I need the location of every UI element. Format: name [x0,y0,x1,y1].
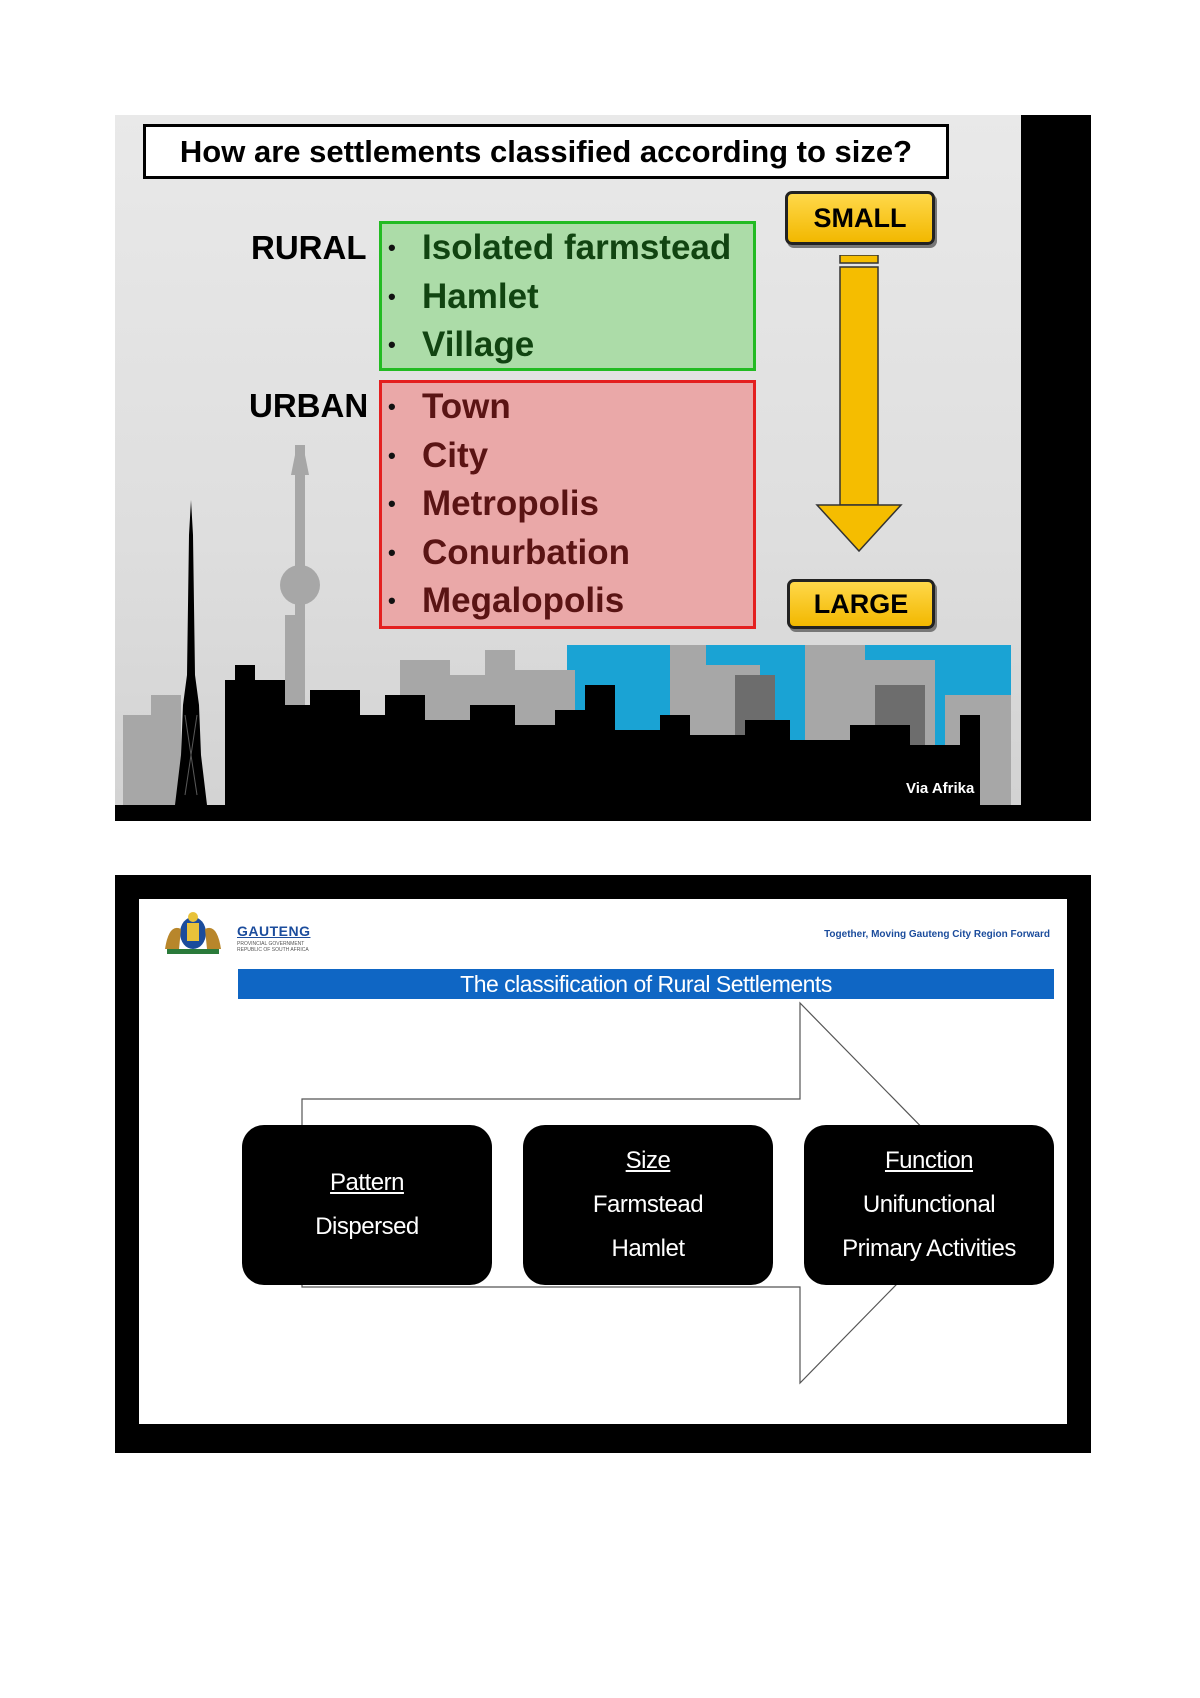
list-item [382,224,753,273]
urban-item-label: Conurbation [422,532,631,572]
down-arrow-icon [815,255,911,575]
urban-item-label: Town [422,387,511,426]
slide-settlement-size [115,115,1091,821]
bullet: • [388,283,396,309]
rural-item-label: Isolated farmstead [422,228,732,267]
card-heading: Size [625,1147,671,1174]
bullet: • [388,491,396,516]
list-item [382,273,753,322]
slide-canvas [139,899,1067,1424]
size-card [523,1125,773,1285]
bullet: • [388,442,396,468]
card-line: Dispersed [315,1213,419,1240]
rural-item-label: Hamlet [422,276,539,316]
card-line: Farmstead [592,1191,704,1218]
slide-title: How are settlements classified according to size? [143,124,949,179]
list-item [382,432,753,481]
list-item [382,480,753,529]
bullet: • [388,588,396,613]
urban-settlement-list [379,380,756,629]
list-item [382,321,753,370]
rural-label: RURAL [251,229,367,266]
card-line: Unifunctional [862,1191,996,1218]
slide-canvas [115,115,1021,821]
tagline: Together, Moving Gauteng City Region Forward [824,929,1050,940]
image-credit: Via Afrika [906,780,975,797]
rural-settlement-list [379,221,756,371]
urban-item-label: Metropolis [422,484,599,523]
brand-subtitle-line: PROVINCIAL GOVERNMENT [237,941,305,947]
card-line: Primary Activities [842,1235,1016,1262]
bullet: • [388,539,396,565]
brand-name: GAUTENG [237,923,311,939]
list-item [382,577,753,626]
card-heading: Pattern [330,1169,404,1196]
urban-label: URBAN [249,387,369,424]
slide-title: The classification of Rural Settlements [238,969,1054,999]
bullet: • [388,235,396,260]
card-line: Hamlet [611,1235,685,1262]
pattern-card [242,1125,492,1285]
function-card [804,1125,1054,1285]
bullet: • [388,394,396,419]
rural-item-label: Village [422,325,535,364]
list-item [382,383,753,432]
large-button: LARGE [787,579,935,629]
urban-item-label: City [422,435,489,475]
list-item [382,529,753,578]
brand-subtitle-line: REPUBLIC OF SOUTH AFRICA [237,947,309,953]
urban-item-label: Megalopolis [422,581,625,620]
card-heading: Function [884,1147,974,1174]
small-button: SMALL [785,191,935,245]
bullet: • [388,332,396,357]
slide-rural-classification [115,875,1091,1453]
